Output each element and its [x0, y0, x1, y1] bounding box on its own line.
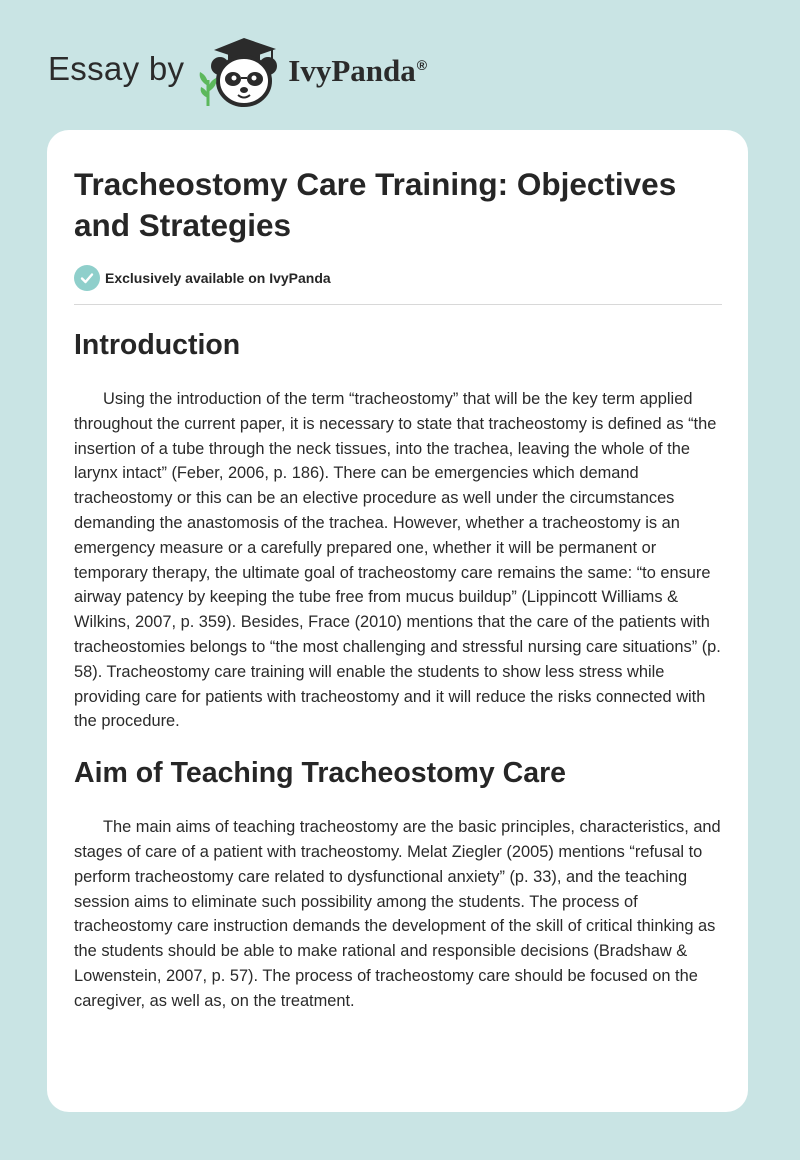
- section-paragraph-aim: The main aims of teaching tracheostomy are the basic principles, characteristics, and stages of care of a patient with tracheostomy. Melat Ziegler (2005) mentions “refusal to perform tracheostomy care related to dysfunctional anxiety” (p. 33), and the teaching session aims to eliminate such possibility among the students. The process of tracheostomy care instruction demands the development of the skill of critical thinking as the students should be able to make rational and responsible decisions (Bradshaw & Lowenstein, 2007, p. 57). The process of tracheostomy care should be focused on the caregiver, as well as, on the treatment.: [74, 818, 721, 1010]
- essay-card: [47, 130, 748, 1112]
- section-heading-aim: Aim of Teaching Tracheostomy Care: [74, 757, 567, 790]
- section-paragraph-introduction: Using the introduction of the term “tracheostomy” that will be the key term applied throughout the current paper, it is necessary to state that tracheostomy is defined as “the insertion of a tube through the neck tissues, into the trachea, leaving the whole of the larynx intact” (Feber, 2006, p. 186). There can be emergencies which demand tracheostomy or this can be an elective procedure as well under the circumstances demanding the anastomosis of the trachea. However, whether a tracheostomy is an emergency measure or a carefully prepared one, whether it will be permanent or temporary therapy, the ultimate goal of tracheostomy care remains the same: “to ensure airway patency by keeping the tube free from mucus buildup” (Lippincott Williams & Wilkins, 2007, p. 359). Besides, Frace (2010) mentions that the care of the patients with tracheostomies belongs to “the most challenging and stressful nursing care situations” (p. 58). Tracheostomy care training will enable the students to show less stress while providing care for patients with tracheostomy and it will reduce the risks connected with the procedure.: [74, 390, 721, 731]
- panda-logo-icon: [198, 34, 286, 110]
- registered-mark: ®: [416, 56, 428, 73]
- essay-title: Tracheostomy Care Training: Objectives and Strategies: [74, 166, 677, 243]
- brand-name: IvyPanda®: [288, 53, 428, 88]
- title-divider: [74, 304, 722, 305]
- brand-prefix: Essay by: [48, 50, 185, 87]
- exclusive-label: Exclusively available on IvyPanda: [105, 270, 331, 286]
- brand-header[interactable]: [48, 34, 427, 110]
- check-circle-icon: [74, 265, 100, 291]
- section-heading-introduction: Introduction: [74, 329, 241, 361]
- exclusive-badge: [74, 264, 722, 292]
